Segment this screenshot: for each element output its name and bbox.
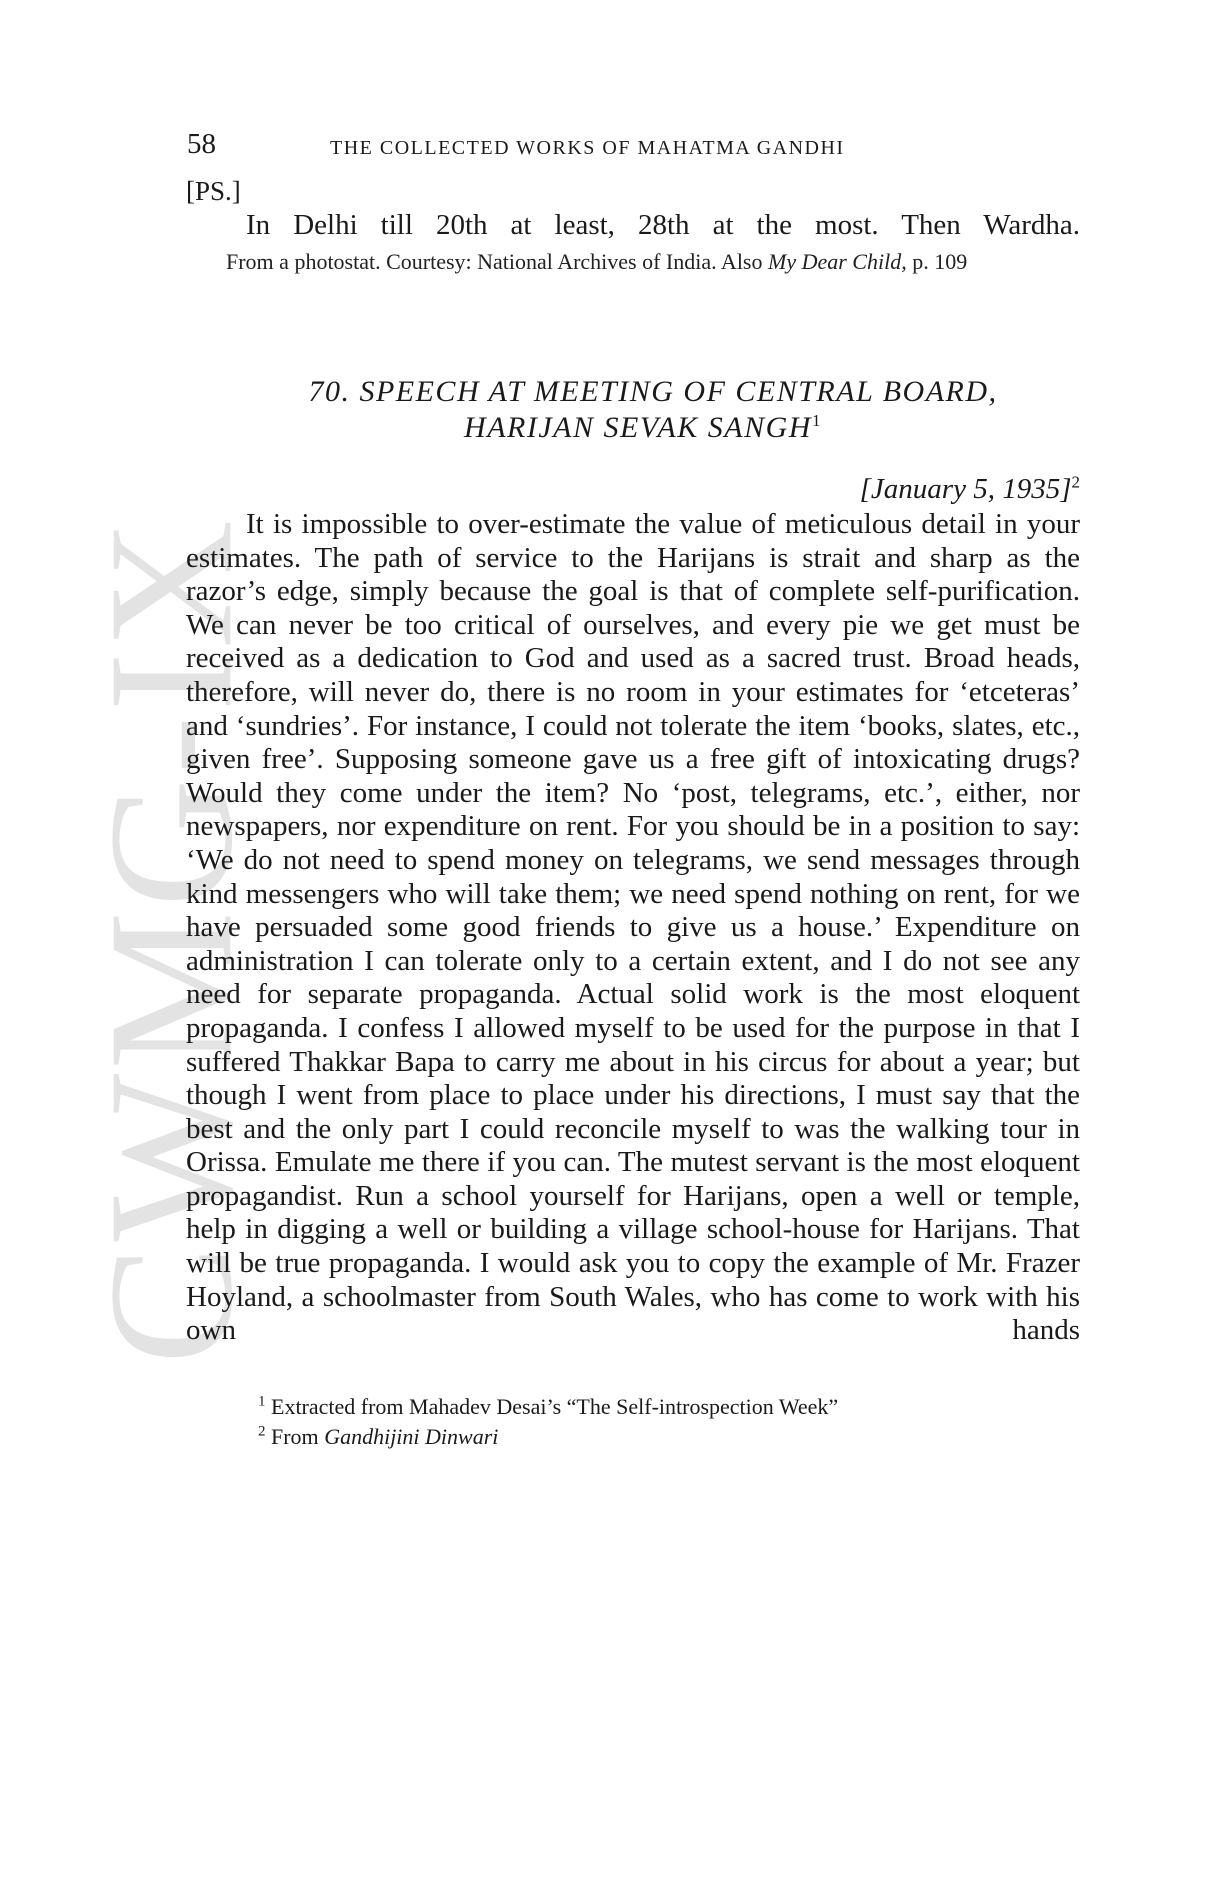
title-footnote-ref: 1 (811, 411, 822, 430)
item-title-line2-text: HARIJAN SEVAK SANGH (464, 411, 812, 444)
footnotes (186, 1392, 1080, 1452)
watermark-text: CWMG-IX (71, 515, 269, 1365)
page-header (187, 128, 1081, 168)
item-title-line2 (186, 410, 1080, 446)
source-note (186, 246, 1080, 278)
running-head: THE COLLECTED WORKS OF MAHATMA GANDHI (330, 137, 845, 159)
item-title (186, 374, 1080, 446)
footnote-2-marker: 2 (258, 1423, 266, 1440)
postscript-label: [PS.] (186, 176, 241, 206)
page-content (186, 174, 1080, 1452)
footnote-2-title: Gandhijini Dinwari (324, 1423, 499, 1449)
footnote-1-text: Extracted from Mahadev Desai’s “The Self-introspection Week” (271, 1393, 839, 1419)
source-book-title: My Dear Child, (768, 249, 907, 274)
date-footnote-ref: 2 (1071, 472, 1080, 492)
source-prefix: From a photostat. Courtesy: National Archives of India. Also (226, 249, 768, 274)
item-title-line1: 70. SPEECH AT MEETING OF CENTRAL BOARD, (308, 375, 998, 408)
item-date (186, 472, 1080, 506)
source-suffix: p. 109 (906, 249, 968, 274)
item-date-text: [January 5, 1935] (859, 473, 1072, 505)
postscript-text: In Delhi till 20th at least, 28th at the most. Then Wardha. (246, 209, 1080, 241)
page-number: 58 (187, 128, 216, 160)
footnote-2 (258, 1422, 1080, 1452)
footnote-1-marker: 1 (258, 1393, 266, 1410)
footnote-1 (258, 1392, 1080, 1422)
speech-body: It is impossible to over-estimate the value of meticulous detail in your estimates. The path of service to the Harijans is strait and sharp as the razor’s edge, simply because the goal is that of complete self-purification. We can never be too critical of ourselves, and every pie we get must be received as a dedication to God and used as a sacred trust. Broad heads, therefore, will never do, there is no room in your estimates for ‘etceteras’ and ‘sundries’. For instance, I could not tolerate the item ‘books, slates, etc., given free’. Supposing someone gave us a free gift of intoxicating drugs? Would they come under the item? No ‘post, telegrams, etc.’, either, nor newspapers, nor expenditure on rent. For you should be in a position to say: ‘We do not need to spend money on telegrams, we send messages through kind messengers who will take them; we need spend nothing on rent, for we have persuaded some good friends to give us a house.’ Expenditure on administration I can tolerate only to a certain extent, and I do not see any need for separate propaganda. Actual solid work is the most eloquent propaganda. I confess I allowed myself to be used for the purpose in that I suffered Thakkar Bapa to carry me about in his circus for about a year; but though I went from place to place under his directions, I must say that the best and the only part I could reconcile myself to was the walking tour in Orissa. Emulate me there if you can. The mutest servant is the most eloquent propagandist. Run a school yourself for Harijans, open a well or temple, help in digging a well or building a village school-house for Harijans. That will be true propaganda. I would ask you to copy the example of Mr. Frazer Hoyland, a schoolmaster from South Wales, who has come to work with his own hands (186, 508, 1080, 1347)
footnote-2-prefix: From (271, 1423, 325, 1449)
